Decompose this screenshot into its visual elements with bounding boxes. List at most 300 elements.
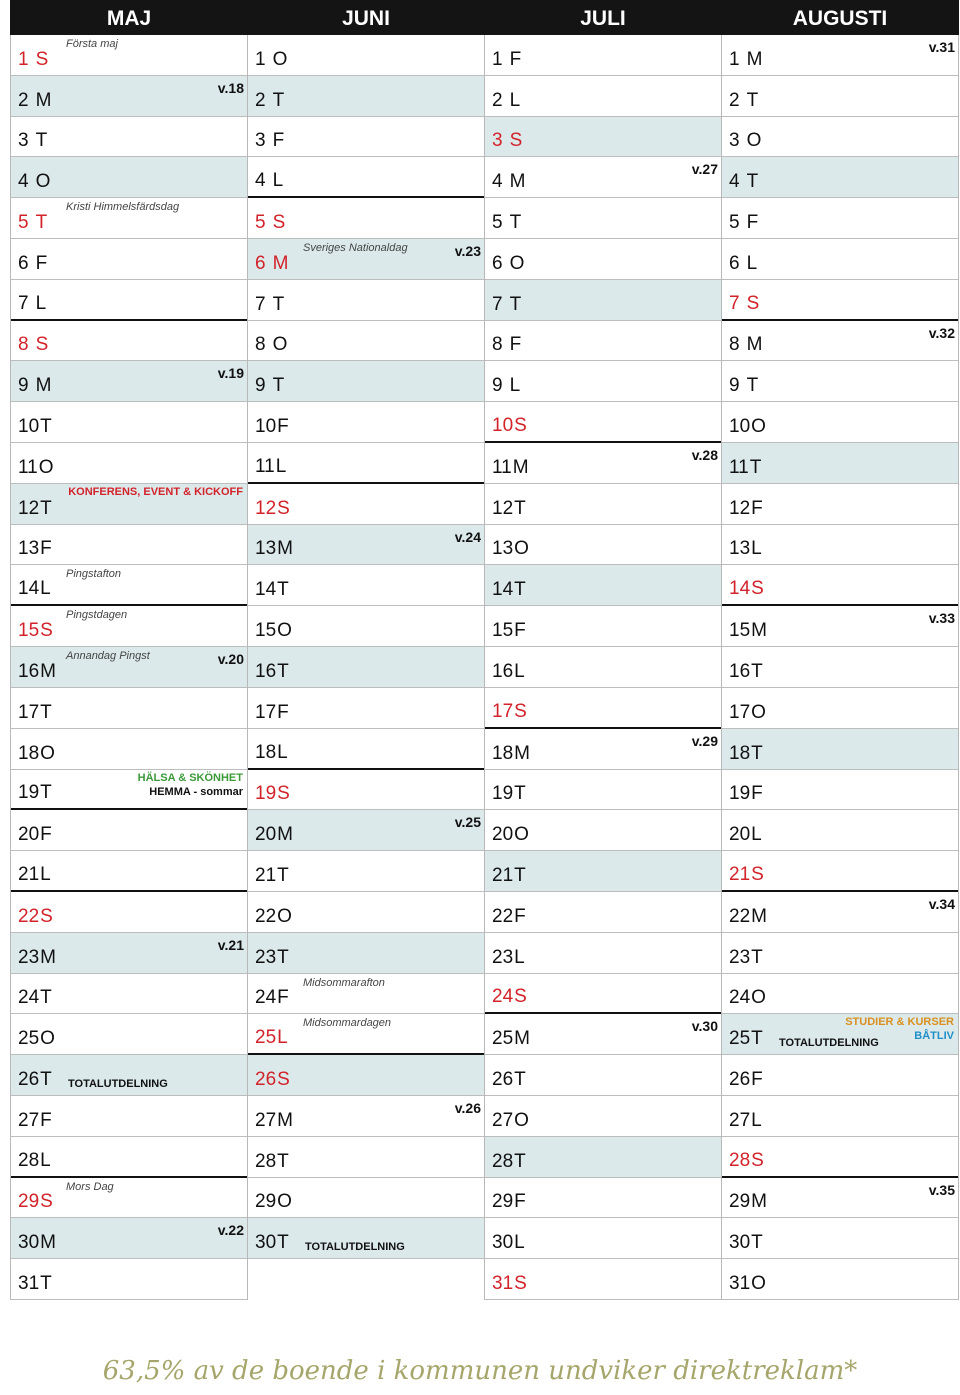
day-cell <box>722 647 958 688</box>
weekday-letter: O <box>514 538 529 560</box>
weekday-letter: T <box>509 293 522 315</box>
weekday-letter: S <box>40 1191 53 1213</box>
day-cell <box>485 933 721 974</box>
day-label <box>729 49 762 71</box>
day-number: 23 <box>729 946 751 968</box>
weekday-letter: S <box>514 1272 527 1294</box>
day-cell <box>722 933 958 974</box>
day-number: 21 <box>729 863 751 885</box>
day-number: 26 <box>729 1068 751 1090</box>
day-cell <box>248 933 484 974</box>
day-cell <box>485 525 721 566</box>
day-cell <box>722 443 958 484</box>
day-number: 17 <box>18 701 40 723</box>
day-number: 20 <box>492 824 514 846</box>
weekday-letter: F <box>746 212 759 234</box>
weekday-letter: L <box>514 1232 525 1254</box>
month-header-augusti: AUGUSTI <box>721 0 959 35</box>
day-number: 2 <box>255 89 266 111</box>
holiday-note: Pingstdagen <box>66 609 128 622</box>
weekday-letter: M <box>40 1232 56 1254</box>
day-label <box>255 1110 293 1132</box>
day-label <box>18 212 47 234</box>
day-label <box>255 1027 288 1049</box>
month-column-juni <box>247 35 485 1259</box>
weekday-letter: O <box>751 701 766 723</box>
weekday-letter: O <box>277 905 292 927</box>
day-label <box>255 620 292 642</box>
weekday-letter: M <box>746 48 763 70</box>
day-number: 26 <box>255 1068 277 1090</box>
day-cell <box>248 76 484 117</box>
day-number: 17 <box>255 701 277 723</box>
day-label <box>492 906 526 928</box>
day-label <box>18 661 56 683</box>
weekday-letter: S <box>509 130 523 152</box>
day-label <box>729 864 764 886</box>
day-cell <box>248 606 484 647</box>
day-number: 24 <box>255 987 277 1009</box>
day-label <box>18 1069 52 1091</box>
day-label <box>18 1191 53 1213</box>
category-tag: HEMMA - sommar <box>149 785 243 798</box>
day-number: 1 <box>729 48 740 70</box>
weekday-letter: F <box>509 48 522 70</box>
day-number: 27 <box>492 1109 514 1131</box>
holiday-note: Sveriges Nationaldag <box>303 242 408 255</box>
day-number: 23 <box>492 946 514 968</box>
day-label <box>18 457 54 479</box>
day-number: 18 <box>255 741 277 763</box>
day-number: 1 <box>492 48 503 70</box>
day-number: 8 <box>729 334 740 356</box>
day-label <box>729 90 758 112</box>
weekday-letter: M <box>751 1191 767 1213</box>
day-label <box>729 1191 767 1213</box>
day-cell <box>722 280 958 321</box>
day-label <box>255 212 285 234</box>
day-label <box>729 375 758 397</box>
weekday-letter: M <box>514 1028 530 1050</box>
day-label <box>255 90 284 112</box>
day-number: 14 <box>255 579 277 601</box>
day-number: 11 <box>18 456 38 478</box>
weekday-letter: F <box>751 783 763 805</box>
day-label <box>492 498 526 520</box>
holiday-note: Annandag Pingst <box>66 650 150 663</box>
day-number: 13 <box>18 538 40 560</box>
day-number: 15 <box>18 620 40 642</box>
day-cell <box>11 157 247 198</box>
day-label <box>18 987 52 1009</box>
day-label <box>729 702 766 724</box>
weekday-letter: T <box>40 1068 52 1090</box>
day-label <box>255 865 289 887</box>
week-label: v.27 <box>691 161 718 178</box>
day-cell <box>248 280 484 321</box>
day-label <box>492 661 525 683</box>
day-number: 5 <box>492 212 503 234</box>
week-label: v.19 <box>217 365 244 382</box>
day-cell <box>485 239 721 280</box>
day-cell <box>248 729 484 770</box>
day-number: 14 <box>492 579 514 601</box>
day-number: 20 <box>18 824 40 846</box>
holiday-note: Kristi Himmelsfärdsdag <box>66 201 180 214</box>
day-label <box>729 253 757 275</box>
weekday-letter: T <box>35 130 48 152</box>
week-label: v.35 <box>928 1181 955 1198</box>
day-number: 28 <box>729 1149 751 1171</box>
day-label <box>18 171 50 193</box>
week-label: v.29 <box>691 732 718 749</box>
weekday-letter: T <box>277 579 289 601</box>
day-cell <box>485 851 721 892</box>
category-tag: TOTALUTDELNING <box>305 1241 405 1254</box>
week-label: v.30 <box>691 1018 718 1035</box>
day-number: 22 <box>729 905 751 927</box>
week-label: v.34 <box>928 895 955 912</box>
week-label: v.21 <box>217 936 244 953</box>
day-cell <box>248 1137 484 1178</box>
day-number: 11 <box>492 456 512 478</box>
day-label <box>492 865 526 887</box>
day-number: 17 <box>729 701 751 723</box>
day-cell <box>248 361 484 402</box>
holiday-note: Midsommarafton <box>303 976 385 989</box>
day-label <box>18 906 53 928</box>
day-number: 28 <box>255 1150 277 1172</box>
day-number: 12 <box>729 497 751 519</box>
day-cell <box>11 729 247 770</box>
day-number: 1 <box>18 48 29 70</box>
day-number: 25 <box>492 1028 514 1050</box>
day-cell <box>722 851 958 892</box>
month-header-maj: MAJ <box>10 0 248 35</box>
day-cell <box>11 280 247 321</box>
day-cell <box>248 321 484 362</box>
week-label: v.22 <box>217 1222 244 1239</box>
day-label <box>18 1273 52 1295</box>
category-tag: STUDIER & KURSER <box>845 1016 954 1029</box>
day-label <box>255 253 288 275</box>
day-number: 3 <box>492 130 503 152</box>
weekday-letter: T <box>751 946 763 968</box>
day-label <box>255 987 289 1009</box>
weekday-letter: T <box>514 497 526 519</box>
day-label <box>255 1069 290 1091</box>
day-number: 27 <box>729 1109 751 1131</box>
holiday-note: Mors Dag <box>66 1180 114 1193</box>
day-cell <box>722 361 958 402</box>
day-number: 9 <box>492 375 503 397</box>
weekday-letter: T <box>749 456 762 478</box>
day-cell <box>248 1055 484 1096</box>
day-label <box>729 1150 764 1172</box>
weekday-letter: S <box>277 497 290 519</box>
day-number: 13 <box>255 538 277 560</box>
day-cell <box>11 35 247 76</box>
day-label <box>492 375 520 397</box>
day-label <box>18 90 51 112</box>
day-label <box>18 498 52 520</box>
day-label <box>255 456 286 478</box>
day-number: 8 <box>255 334 266 356</box>
day-label <box>492 90 520 112</box>
day-label <box>255 170 283 192</box>
day-number: 20 <box>255 824 277 846</box>
day-label <box>255 702 289 724</box>
weekday-letter: L <box>40 1149 51 1171</box>
weekday-letter: T <box>272 293 285 315</box>
day-label <box>492 171 525 193</box>
day-number: 23 <box>255 946 277 968</box>
weekday-letter: O <box>272 334 288 356</box>
category-tag: TOTALUTDELNING <box>68 1077 168 1090</box>
day-cell <box>722 525 958 566</box>
week-label: v.26 <box>454 1099 481 1116</box>
day-cell <box>248 892 484 933</box>
day-label <box>729 416 766 438</box>
weekday-letter: T <box>514 579 526 601</box>
day-cell <box>485 974 721 1015</box>
day-cell <box>722 1055 958 1096</box>
day-number: 6 <box>18 252 29 274</box>
weekday-letter: L <box>509 89 521 111</box>
weekday-letter: T <box>277 1150 289 1172</box>
day-number: 21 <box>18 863 40 885</box>
day-number: 29 <box>492 1191 514 1213</box>
day-number: 12 <box>255 497 277 519</box>
day-label <box>492 294 521 316</box>
month-column-maj <box>10 35 248 1300</box>
day-number: 25 <box>729 1028 751 1050</box>
day-label <box>492 783 526 805</box>
weekday-letter: O <box>751 987 766 1009</box>
day-number: 15 <box>729 620 751 642</box>
day-number: 30 <box>729 1232 751 1254</box>
day-cell <box>11 239 247 280</box>
weekday-letter: F <box>35 252 48 274</box>
weekday-letter: O <box>35 171 51 193</box>
day-cell <box>11 1014 247 1055</box>
day-label <box>729 661 763 683</box>
day-number: 24 <box>18 987 40 1009</box>
weekday-letter: M <box>751 905 767 927</box>
weekday-letter: S <box>751 863 764 885</box>
weekday-letter: T <box>746 375 759 397</box>
weekday-letter: F <box>514 905 526 927</box>
day-cell <box>485 117 721 158</box>
day-cell <box>485 321 721 362</box>
day-label <box>255 334 287 356</box>
weekday-letter: L <box>277 741 288 763</box>
day-label <box>729 212 758 234</box>
day-number: 31 <box>492 1272 514 1294</box>
day-cell <box>11 117 247 158</box>
day-cell <box>485 1259 721 1300</box>
day-cell <box>248 974 484 1015</box>
week-label: v.31 <box>928 39 955 55</box>
day-cell <box>485 565 721 606</box>
day-number: 16 <box>492 660 514 682</box>
day-number: 4 <box>729 171 740 193</box>
weekday-letter: T <box>40 701 52 723</box>
calendar <box>10 0 958 1300</box>
day-label <box>18 1232 56 1254</box>
day-cell <box>11 1096 247 1137</box>
weekday-letter: F <box>509 334 522 356</box>
weekday-letter: S <box>514 986 527 1008</box>
day-label <box>255 294 284 316</box>
weekday-letter: T <box>35 212 48 234</box>
day-label <box>729 578 764 600</box>
day-cell <box>722 198 958 239</box>
day-number: 21 <box>255 864 277 886</box>
day-number: 3 <box>18 130 29 152</box>
weekday-letter: S <box>277 783 290 805</box>
weekday-letter: L <box>751 1109 762 1131</box>
weekday-letter: S <box>751 578 764 600</box>
day-cell <box>485 361 721 402</box>
weekday-letter: F <box>514 1191 526 1213</box>
day-number: 25 <box>18 1028 40 1050</box>
weekday-letter: M <box>277 1109 293 1131</box>
weekday-letter: F <box>40 1109 52 1131</box>
holiday-note: Midsommardagen <box>303 1017 392 1030</box>
day-number: 2 <box>492 89 503 111</box>
day-label <box>729 1232 763 1254</box>
day-number: 16 <box>18 660 40 682</box>
day-number: 10 <box>18 416 40 438</box>
day-label <box>18 1028 55 1050</box>
day-label <box>18 578 51 600</box>
day-label <box>18 293 46 315</box>
day-number: 6 <box>492 252 503 274</box>
day-label <box>255 375 284 397</box>
day-label <box>255 783 290 805</box>
weekday-letter: L <box>746 252 758 274</box>
day-label <box>729 906 767 928</box>
week-label: v.18 <box>217 79 244 96</box>
weekday-letter: M <box>509 171 526 193</box>
day-cell <box>722 117 958 158</box>
day-label <box>255 947 289 969</box>
day-number: 5 <box>255 212 266 234</box>
day-number: 10 <box>729 416 751 438</box>
day-cell <box>485 647 721 688</box>
day-number: 6 <box>255 252 266 274</box>
day-label <box>492 334 521 356</box>
day-number: 19 <box>492 783 514 805</box>
day-cell <box>722 1259 958 1300</box>
week-label: v.24 <box>454 528 481 545</box>
day-number: 7 <box>729 292 740 314</box>
day-number: 7 <box>492 293 503 315</box>
day-cell <box>248 443 484 484</box>
weekday-letter: M <box>751 620 767 642</box>
day-number: 11 <box>255 455 275 477</box>
day-number: 25 <box>255 1027 277 1049</box>
weekday-letter: M <box>277 538 293 560</box>
weekday-letter: O <box>751 416 766 438</box>
day-cell <box>485 402 721 443</box>
day-cell <box>248 35 484 76</box>
day-label <box>492 986 527 1008</box>
weekday-letter: S <box>40 905 53 927</box>
day-cell <box>722 770 958 811</box>
day-label <box>255 416 289 438</box>
day-number: 29 <box>729 1191 751 1213</box>
day-number: 22 <box>18 905 40 927</box>
day-cell <box>722 1137 958 1178</box>
day-label <box>18 334 48 356</box>
weekday-letter: F <box>751 1068 763 1090</box>
day-number: 6 <box>729 252 740 274</box>
day-label <box>255 579 289 601</box>
day-cell <box>485 76 721 117</box>
weekday-letter: F <box>751 497 763 519</box>
weekday-letter: O <box>514 824 529 846</box>
day-cell <box>485 606 721 647</box>
day-cell <box>11 443 247 484</box>
week-label: v.25 <box>454 814 481 831</box>
day-cell <box>248 770 484 811</box>
day-label <box>18 130 47 152</box>
day-label <box>729 1273 766 1295</box>
weekday-letter: O <box>272 48 288 70</box>
day-cell <box>11 1259 247 1300</box>
day-number: 16 <box>255 660 277 682</box>
day-label <box>492 457 529 479</box>
day-number: 18 <box>729 742 751 764</box>
day-cell <box>11 1137 247 1178</box>
weekday-letter: O <box>277 620 292 642</box>
day-label <box>729 783 763 805</box>
weekday-letter: S <box>277 1068 290 1090</box>
day-cell <box>11 321 247 362</box>
day-number: 2 <box>18 89 29 111</box>
day-label <box>492 743 530 765</box>
day-cell <box>485 1137 721 1178</box>
day-label <box>492 1273 527 1295</box>
day-cell <box>485 484 721 525</box>
weekday-letter: L <box>272 170 284 192</box>
day-label <box>18 1110 52 1132</box>
day-label <box>492 49 521 71</box>
day-number: 22 <box>255 905 277 927</box>
day-cell <box>248 1178 484 1219</box>
day-cell <box>11 402 247 443</box>
day-cell <box>485 892 721 933</box>
weekday-letter: F <box>277 416 289 438</box>
weekday-letter: O <box>751 1272 766 1294</box>
day-number: 28 <box>18 1149 40 1171</box>
week-label: v.20 <box>217 651 244 668</box>
day-label <box>18 49 48 71</box>
day-label <box>492 701 527 723</box>
weekday-letter: S <box>746 292 760 314</box>
weekday-letter: L <box>35 292 47 314</box>
weekday-letter: O <box>746 130 762 152</box>
day-cell <box>485 1178 721 1219</box>
weekday-letter: S <box>40 620 53 642</box>
day-number: 29 <box>18 1191 40 1213</box>
weekday-letter: T <box>514 1150 526 1172</box>
day-cell <box>248 1014 484 1055</box>
day-number: 5 <box>729 212 740 234</box>
day-cell <box>11 198 247 239</box>
